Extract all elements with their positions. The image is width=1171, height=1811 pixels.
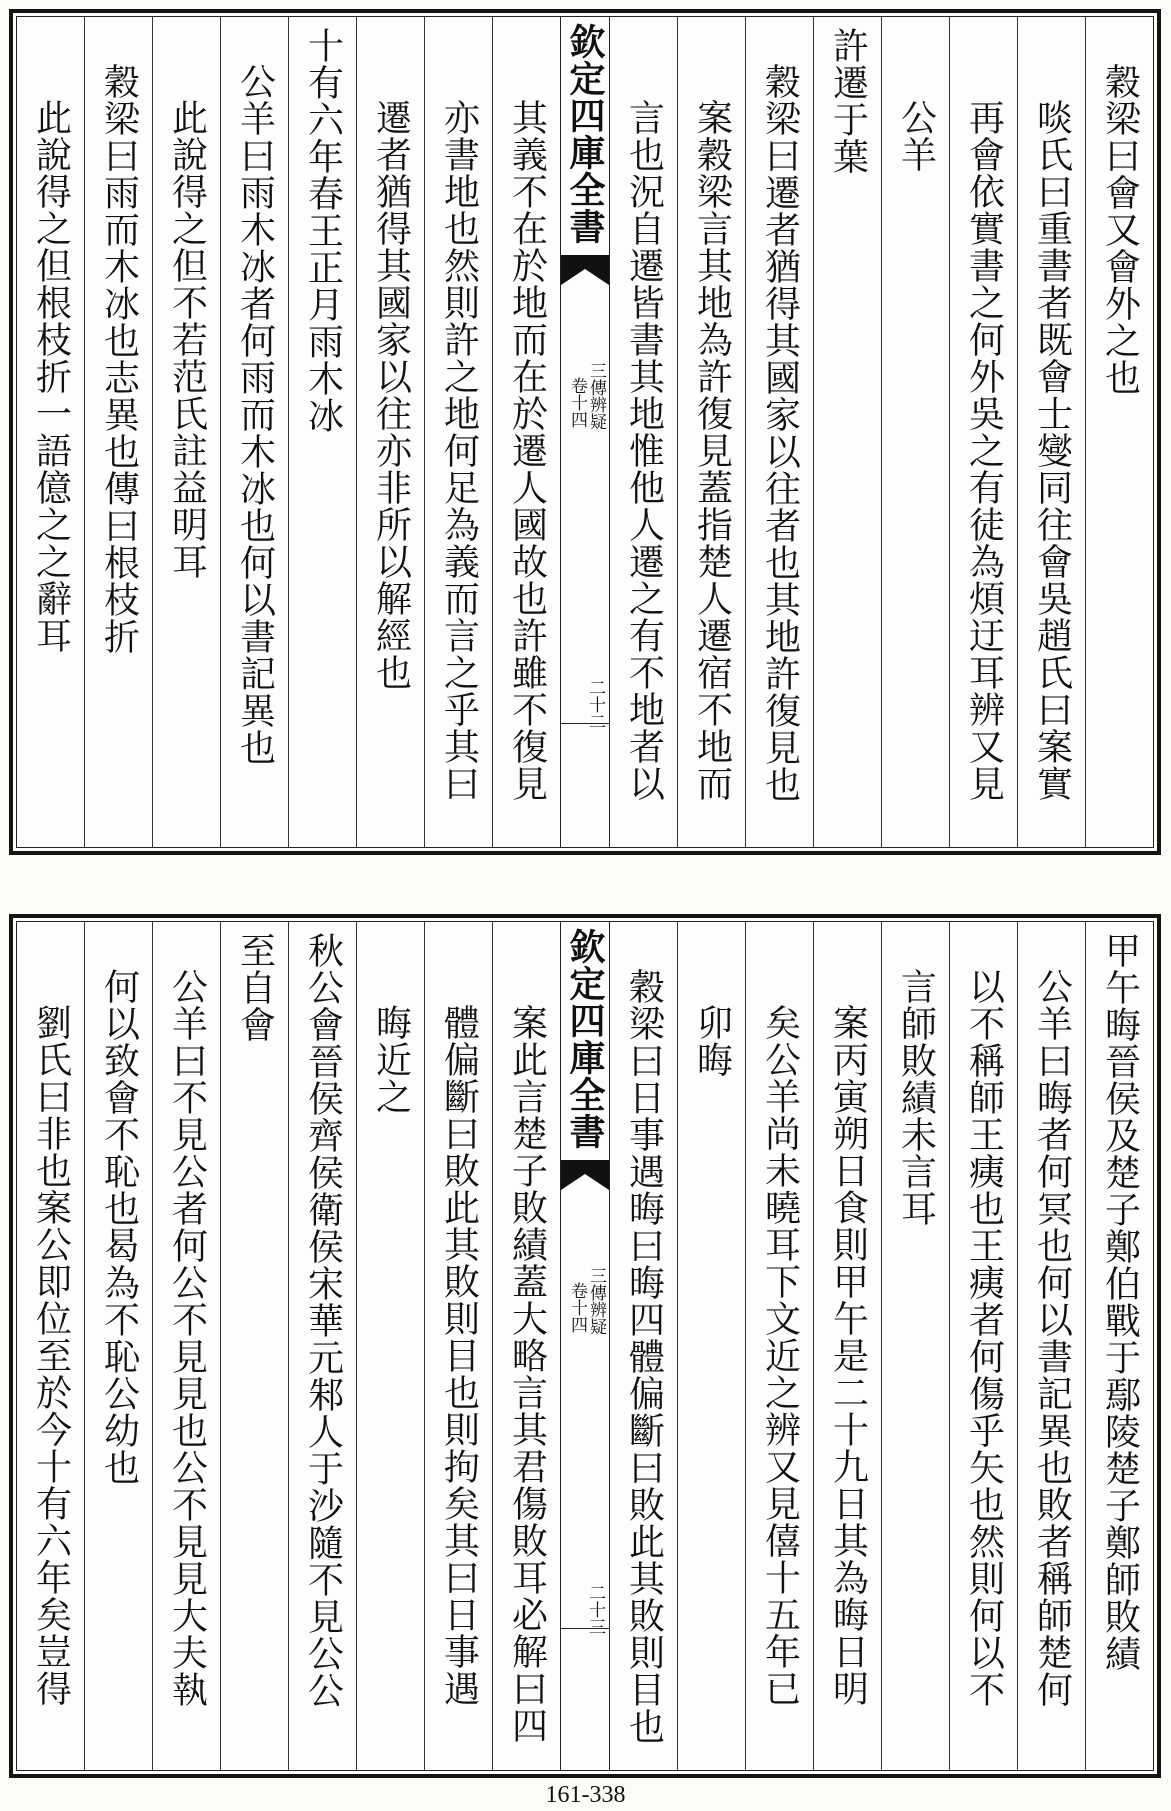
column-text: 言也況自遷皆書其地惟他人遷之有不地者以 bbox=[623, 99, 665, 802]
commentary-quote-column bbox=[610, 922, 677, 1770]
column-text: 亦書地也然則許之地何足為義而言之乎其曰 bbox=[438, 99, 480, 802]
fold-banner bbox=[560, 17, 610, 847]
column-text: 穀梁曰雨而木冰也志異也傳曰根枝折 bbox=[98, 63, 140, 655]
column-text: 遷者猶得其國家以往亦非所以解經也 bbox=[370, 99, 412, 691]
scripture-entry-column bbox=[288, 922, 356, 1770]
column-text: 公羊曰晦者何冥也何以書記異也敗者稱師楚何 bbox=[1031, 968, 1073, 1708]
series-title: 欽定四庫全書 bbox=[564, 23, 606, 245]
scripture-entry-column bbox=[220, 922, 288, 1770]
commentary-quote-column bbox=[84, 922, 152, 1770]
author-note-column bbox=[492, 922, 560, 1770]
page-reference: 161-338 bbox=[545, 1782, 626, 1808]
column-text: 穀梁曰遷者猶得其國家以往者也其地許復見也 bbox=[759, 63, 801, 803]
fishtail-ornament-icon bbox=[561, 1160, 609, 1190]
column-text: 十有六年春王正月雨木冰 bbox=[302, 27, 344, 434]
column-text: 穀梁曰會又會外之也 bbox=[1099, 63, 1141, 396]
author-note-column bbox=[677, 922, 745, 1770]
leaf-frame bbox=[16, 921, 1154, 1771]
left-half bbox=[17, 922, 560, 1770]
author-note-column bbox=[424, 922, 492, 1770]
author-note-column bbox=[17, 922, 84, 1770]
column-text: 啖氏曰重書者既會士燮同往會吳趙氏曰案實 bbox=[1031, 99, 1073, 802]
volume-label: 卷十四 bbox=[567, 377, 587, 428]
author-note-column bbox=[424, 17, 492, 847]
column-text: 此說得之但根枝折一語億之之辭耳 bbox=[30, 99, 72, 654]
column-text: 其義不在於地而在於遷人國故也許雖不復見 bbox=[506, 99, 548, 802]
column-text: 案丙寅朔日食則甲午是二十九日其為晦日明 bbox=[827, 1004, 869, 1707]
volume-label: 卷十四 bbox=[567, 1282, 587, 1333]
author-note-column bbox=[949, 17, 1017, 847]
column-text: 再會依實書之何外吳之有徒為煩迂耳辨又見 bbox=[963, 99, 1005, 802]
column-text: 何以致會不恥也曷為不恥公幼也 bbox=[98, 968, 140, 1486]
scripture-entry-column bbox=[1085, 922, 1153, 1770]
column-text: 公羊曰不見公者何公不見見也公不見見大夫執 bbox=[166, 968, 208, 1708]
author-note-column bbox=[677, 17, 745, 847]
column-text: 以不稱師王痍也王痍者何傷乎矢也然則何以不 bbox=[963, 968, 1005, 1708]
series-title: 欽定四庫全書 bbox=[564, 928, 606, 1150]
top-leaf bbox=[9, 9, 1161, 855]
fold-banner bbox=[560, 922, 610, 1770]
column-text: 甲午晦晉侯及楚子鄭伯戰于鄢陵楚子鄭師敗績 bbox=[1099, 932, 1141, 1672]
commentary-quote-column bbox=[152, 922, 220, 1770]
column-text: 此說得之但不若范氏註益明耳 bbox=[166, 99, 208, 580]
commentary-quote-column bbox=[220, 17, 288, 847]
scripture-entry-column bbox=[288, 17, 356, 847]
bottom-leaf bbox=[9, 914, 1161, 1778]
column-text: 穀梁曰日事遇晦曰晦四體偏斷曰敗此其敗則目也 bbox=[623, 968, 665, 1745]
commentary-quote-column bbox=[745, 17, 813, 847]
author-note-column bbox=[356, 17, 424, 847]
fold-divider bbox=[561, 1628, 609, 1629]
author-note-column bbox=[492, 17, 560, 847]
leaf-frame bbox=[16, 16, 1154, 848]
fold-divider bbox=[561, 723, 609, 724]
column-text: 晦近之 bbox=[370, 1004, 412, 1115]
column-text: 許遷于葉 bbox=[827, 27, 869, 175]
author-note-column bbox=[17, 17, 84, 847]
leaf-number: 二十三 bbox=[585, 1584, 605, 1635]
column-text: 秋公會晉侯齊侯衛侯宋華元邾人于沙隨不見公公 bbox=[302, 932, 344, 1709]
author-note-column bbox=[152, 17, 220, 847]
column-text: 案穀梁言其地為許復見蓋指楚人遷宿不地而 bbox=[691, 99, 733, 802]
leaf-number: 二十二 bbox=[585, 679, 605, 730]
commentary-quote-column bbox=[1017, 922, 1085, 1770]
column-text: 言師敗績未言耳 bbox=[895, 968, 937, 1227]
fishtail-ornament-icon bbox=[561, 255, 609, 285]
commentary-quote-column bbox=[949, 922, 1017, 1770]
author-note-column bbox=[881, 17, 949, 847]
author-note-column bbox=[813, 922, 881, 1770]
commentary-quote-column bbox=[881, 922, 949, 1770]
column-text: 矣公羊尚未曉耳下文近之辨又見僖十五年已 bbox=[759, 1004, 801, 1707]
author-note-column bbox=[610, 17, 677, 847]
left-half bbox=[17, 17, 560, 847]
column-text: 公羊曰雨木冰者何雨而木冰也何以書記異也 bbox=[234, 63, 276, 766]
book-title: 三傳辨疑 bbox=[586, 1267, 606, 1335]
column-text: 案此言楚子敗績蓋大略言其君傷敗耳必解曰四 bbox=[506, 1004, 548, 1744]
column-text: 公羊 bbox=[895, 99, 937, 173]
right-half bbox=[610, 922, 1153, 1770]
author-note-column bbox=[356, 922, 424, 1770]
column-text: 至自會 bbox=[234, 932, 276, 1043]
right-half bbox=[610, 17, 1153, 847]
scripture-entry-column bbox=[813, 17, 881, 847]
column-text: 卯晦 bbox=[691, 1004, 733, 1078]
author-note-column bbox=[745, 922, 813, 1770]
column-text: 體偏斷曰敗此其敗則目也則拘矣其曰日事遇 bbox=[438, 1004, 480, 1707]
book-title: 三傳辨疑 bbox=[586, 362, 606, 430]
commentary-quote-column bbox=[84, 17, 152, 847]
author-note-column bbox=[1017, 17, 1085, 847]
column-text: 劉氏曰非也案公即位至於今十有六年矣豈得 bbox=[30, 1004, 72, 1707]
commentary-quote-column bbox=[1085, 17, 1153, 847]
